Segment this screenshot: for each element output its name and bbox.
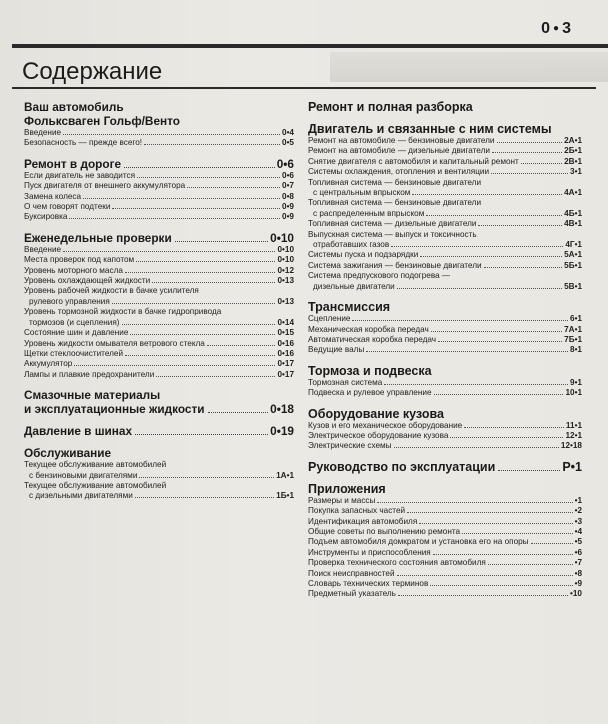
toc-entry[interactable]	[24, 128, 294, 138]
dot-leader	[450, 437, 563, 438]
entry-page-number: 0•12	[277, 265, 294, 275]
toc-entry[interactable]	[308, 219, 582, 229]
dot-leader	[497, 142, 563, 143]
dot-leader	[124, 167, 275, 168]
dot-leader	[125, 272, 276, 273]
dot-leader	[433, 554, 573, 555]
toc-section	[24, 388, 294, 416]
toc-entry[interactable]	[24, 359, 294, 369]
dot-leader	[135, 497, 274, 498]
toc-entry[interactable]	[308, 431, 582, 441]
toc-entry[interactable]	[24, 491, 294, 501]
dot-leader	[137, 177, 280, 178]
entry-page-number: •8	[574, 568, 582, 578]
section-title[interactable]	[24, 446, 294, 460]
page-title: Содержание	[22, 58, 163, 85]
entry-page-number: 0•7	[282, 181, 294, 191]
dot-leader	[407, 512, 572, 513]
toc-section	[308, 364, 582, 399]
entry-text: Введение	[24, 128, 62, 137]
dot-leader	[438, 341, 562, 342]
entry-page-number: •2	[574, 506, 582, 516]
section-title[interactable]	[308, 300, 582, 314]
section-title-text: Обслуживание	[24, 446, 112, 461]
entry-text: Предметный указатель	[308, 589, 396, 599]
entry-text: Электрические схемы	[308, 441, 392, 451]
dot-leader	[136, 261, 275, 262]
entry-page-number: 6•1	[570, 314, 582, 324]
entry-page-number: 9•1	[570, 377, 582, 387]
toc-entry[interactable]	[24, 318, 294, 328]
toc-entry[interactable]	[24, 276, 294, 286]
entry-text: Тормозная система	[308, 377, 383, 387]
toc-entry[interactable]	[24, 266, 294, 276]
entry-page-number: 0•5	[282, 138, 294, 148]
toc-entry[interactable]	[308, 345, 582, 355]
section-title-text: и эксплуатационные жидкости	[24, 402, 205, 417]
toc-entry-line[interactable]: Текущее обслуживание автомобилей	[24, 480, 167, 490]
top-rule	[12, 44, 608, 48]
toc-entry[interactable]	[24, 255, 294, 265]
toc-entry[interactable]	[308, 527, 582, 537]
section-title-text: Тормоза и подвеска	[308, 363, 432, 378]
dot-leader	[521, 163, 562, 164]
toc-section	[24, 231, 294, 380]
entry-text: Идентификация автомобиля	[308, 516, 418, 526]
dot-leader	[135, 434, 268, 435]
entry-text: Уровень охлаждающей жидкости	[24, 276, 151, 286]
section-title[interactable]	[24, 424, 294, 438]
dot-leader	[462, 533, 573, 534]
toc-entry[interactable]	[308, 314, 582, 324]
dot-leader	[144, 144, 280, 145]
dot-leader	[175, 241, 268, 242]
toc-entry[interactable]	[24, 349, 294, 359]
entry-page-number: 0•17	[277, 369, 294, 379]
toc-entry[interactable]	[24, 339, 294, 349]
toc-left-column	[24, 96, 294, 502]
section-title[interactable]	[24, 100, 294, 114]
toc-entry[interactable]	[308, 441, 582, 451]
entry-page-number: 5В•1	[564, 281, 582, 291]
section-title-text: Двигатель и связанные с ним системы	[308, 122, 552, 136]
entry-text: Подвеска и рулевое управление	[308, 388, 432, 398]
dot-leader	[484, 267, 563, 268]
entry-text: с центральным впрыском	[313, 188, 411, 198]
entry-text: Покупка запасных частей	[308, 506, 406, 516]
dot-leader	[384, 384, 568, 385]
entry-page-number: 8•1	[570, 345, 582, 355]
toc-entry[interactable]	[308, 569, 582, 579]
entry-page-number: 0•9	[282, 212, 294, 222]
entry-text: Ремонт на автомобиле — бензиновые двигатели	[308, 136, 495, 145]
entry-text: Введение	[24, 244, 62, 254]
entry-page-number: 12•18	[560, 441, 582, 451]
entry-page-number: •7	[574, 558, 582, 568]
entry-page-number: 0•13	[277, 276, 294, 286]
toc-entry-line[interactable]: Система предпускового подогрева —	[308, 271, 451, 281]
dot-leader	[391, 246, 563, 247]
entry-page-number: 4А•1	[564, 188, 582, 198]
entry-text: Подъем автомобиля домкратом и установка его на опоры	[308, 537, 529, 547]
toc-right-column	[308, 96, 582, 600]
toc-entry[interactable]	[24, 171, 294, 181]
entry-text: Лампы и плавкие предохранители	[24, 369, 155, 379]
dot-leader	[398, 595, 568, 596]
entry-text: Снятие двигателя с автомобиля и капитальный ремонт	[308, 156, 519, 166]
toc-entry[interactable]	[308, 146, 582, 156]
dot-leader	[478, 225, 562, 226]
entry-page-number: 0•14	[277, 317, 294, 327]
entry-text: Инструменты и приспособления	[308, 547, 431, 557]
toc-entry[interactable]	[308, 548, 582, 558]
entry-page-number: 0•16	[277, 348, 294, 358]
entry-page-number: 2В•1	[564, 156, 582, 166]
entry-text: Места проверок под капотом	[24, 255, 135, 265]
dot-leader	[491, 173, 568, 174]
toc-entry[interactable]	[308, 378, 582, 388]
entry-page-number: 0•13	[277, 296, 294, 306]
section-title-text: Смазочные материалы	[24, 388, 161, 403]
toc-section	[308, 122, 582, 292]
toc-entry[interactable]	[24, 471, 294, 481]
toc-entry[interactable]	[308, 496, 582, 506]
toc-entry[interactable]	[308, 240, 582, 250]
entry-text: отработавших газов	[313, 240, 390, 250]
dot-leader	[397, 288, 562, 289]
entry-text: рулевого управления	[29, 296, 110, 306]
entry-page-number: 1А•1	[276, 470, 294, 480]
section-page-number: 0•18	[270, 402, 294, 417]
entry-page-number: 2А•1	[564, 136, 582, 145]
dot-leader	[125, 355, 275, 356]
toc-section	[24, 157, 294, 223]
dot-leader	[69, 218, 280, 219]
section-title[interactable]	[24, 231, 294, 245]
toc-entry[interactable]	[308, 261, 582, 271]
toc-entry[interactable]	[308, 537, 582, 547]
section-title-text: Давление в шинах	[24, 424, 133, 439]
section-page-number: 0•10	[270, 230, 294, 245]
dot-leader	[397, 575, 573, 576]
toc-entry[interactable]	[308, 558, 582, 568]
entry-page-number: •4	[574, 526, 582, 536]
toc-entry[interactable]	[24, 138, 294, 148]
toc-entry[interactable]	[308, 579, 582, 589]
dot-leader	[412, 194, 562, 195]
toc-entry[interactable]	[24, 212, 294, 222]
entry-page-number: 11•1	[565, 420, 582, 430]
toc-section	[24, 100, 294, 149]
section-page-number: 0•6	[276, 156, 294, 171]
section-title[interactable]	[24, 157, 294, 171]
section-title-text: Ремонт и полная разборка	[308, 100, 473, 114]
toc-entry[interactable]	[308, 136, 582, 146]
dot-leader	[130, 334, 275, 335]
entry-page-number: 0•10	[277, 255, 294, 265]
bleed-through-area	[330, 52, 608, 82]
dot-leader	[152, 282, 275, 283]
entry-page-number: •1	[574, 495, 582, 505]
entry-page-number: 0•6	[282, 170, 294, 180]
dot-leader	[63, 134, 280, 135]
toc-entry[interactable]	[308, 250, 582, 260]
toc-entry[interactable]	[308, 517, 582, 527]
entry-text: Топливная система — дизельные двигатели	[308, 219, 477, 229]
entry-page-number: 10•1	[565, 388, 582, 398]
entry-text: Безопасность — прежде всего!	[24, 138, 143, 148]
entry-text: Системы охлаждения, отопления и вентиляции	[308, 167, 490, 177]
toc-entry[interactable]	[308, 388, 582, 398]
dot-leader	[156, 376, 275, 377]
entry-text: О чем говорят подтеки	[24, 202, 111, 212]
entry-text: Сцепление	[308, 314, 351, 324]
entry-page-number: 5А•1	[564, 250, 582, 260]
toc-entry[interactable]	[308, 157, 582, 167]
section-title-text: Ваш автомобиль	[24, 100, 124, 114]
entry-page-number: 1Б•1	[276, 491, 294, 501]
entry-text: Состояние шин и давление	[24, 328, 129, 338]
section-title-text: Оборудование кузова	[308, 406, 444, 421]
dot-leader	[431, 331, 562, 332]
dot-leader	[139, 477, 274, 478]
entry-text: с распределенным впрыском	[313, 208, 425, 218]
dot-leader	[187, 187, 280, 188]
toc-entry[interactable]	[308, 335, 582, 345]
toc-entry[interactable]	[308, 282, 582, 292]
dot-leader	[498, 470, 560, 471]
toc-entry[interactable]	[24, 245, 294, 255]
dot-leader	[366, 351, 568, 352]
toc-entry[interactable]	[308, 589, 582, 599]
dot-leader	[492, 152, 562, 153]
toc-entry[interactable]	[308, 188, 582, 198]
bullet-icon: ●	[553, 23, 561, 35]
section-title[interactable]	[308, 100, 582, 114]
dot-leader	[434, 394, 564, 395]
toc-entry[interactable]	[308, 209, 582, 219]
entry-page-number: 0•4	[282, 128, 294, 137]
dot-leader	[112, 303, 276, 304]
entry-page-number: 5Б•1	[564, 260, 582, 270]
dot-leader	[207, 345, 276, 346]
entry-page-number: •9	[574, 579, 582, 588]
entry-page-number: 4Г•1	[565, 240, 582, 250]
dot-leader	[464, 427, 564, 428]
section-title-text: Ремонт в дороге	[24, 156, 122, 171]
dot-leader	[430, 585, 572, 586]
section-title[interactable]	[308, 407, 582, 421]
entry-page-number: 2Б•1	[564, 146, 582, 156]
dot-leader	[208, 412, 269, 413]
entry-page-number: 0•9	[282, 202, 294, 212]
dot-leader	[531, 543, 573, 544]
toc-section	[24, 424, 294, 438]
entry-page-number: 7Б•1	[564, 334, 582, 344]
section-title[interactable]	[24, 402, 294, 416]
entry-page-number: 12•1	[565, 430, 582, 440]
entry-text: Кузов и его механическое оборудование	[308, 420, 463, 430]
entry-text: с дизельными двигателями	[29, 491, 133, 501]
toc-entry[interactable]	[24, 297, 294, 307]
dot-leader	[63, 251, 275, 252]
entry-text: Механическая коробка передач	[308, 324, 429, 334]
dot-leader	[426, 215, 562, 216]
toc-entry-line[interactable]: Текущее обслуживание автомобилей	[24, 460, 167, 470]
entry-text: с бензиновыми двигателями	[29, 470, 138, 480]
toc-section	[308, 460, 582, 474]
section-title[interactable]	[308, 122, 582, 136]
section-title[interactable]	[24, 388, 294, 402]
section-title-text: Приложения	[308, 481, 386, 496]
toc-entry-line[interactable]: Уровень тормозной жидкости в бачке гидропривода	[24, 307, 222, 317]
section-title-text: Трансмиссия	[308, 300, 391, 315]
toc-entry[interactable]	[24, 181, 294, 191]
toc-section	[308, 300, 582, 356]
entry-page-number: •10	[570, 589, 582, 599]
entry-page-number: 4В•1	[564, 219, 582, 229]
section-page-number: Р•1	[562, 459, 582, 474]
toc-entry-line[interactable]: Топливная система — бензиновые двигатели	[308, 177, 482, 187]
entry-text: Общие советы по выполнению ремонта	[308, 526, 461, 536]
section-title[interactable]	[24, 114, 294, 128]
toc-entry[interactable]	[24, 192, 294, 202]
toc-entry[interactable]	[24, 202, 294, 212]
entry-page-number: 0•17	[277, 359, 294, 369]
entry-text: дизельные двигатели	[313, 281, 395, 291]
entry-text: Пуск двигателя от внешнего аккумулятора	[24, 181, 186, 191]
entry-page-number: •5	[574, 537, 582, 547]
toc-section	[308, 482, 582, 600]
section-title[interactable]	[308, 364, 582, 378]
dot-leader	[488, 564, 573, 565]
toc-entry[interactable]	[24, 328, 294, 338]
dot-leader	[83, 198, 280, 199]
dot-leader	[394, 447, 559, 448]
section-page-number: 0•19	[270, 424, 294, 439]
dot-leader	[74, 365, 275, 366]
section-title-text: Руководство по эксплуатации	[308, 459, 496, 474]
dot-leader	[112, 208, 280, 209]
entry-text: Если двигатель не заводится	[24, 170, 136, 180]
entry-page-number: 4Б•1	[564, 208, 582, 218]
entry-text: Буксировка	[24, 212, 68, 222]
entry-text: Электрическое оборудование кузова	[308, 430, 449, 440]
entry-text: Автоматическая коробка передач	[308, 334, 437, 344]
entry-text: Словарь технических терминов	[308, 579, 429, 588]
dot-leader	[352, 320, 568, 321]
entry-page-number: •3	[574, 516, 582, 526]
page-number: 0 ● 3	[541, 20, 572, 37]
toc-section	[308, 100, 582, 114]
toc-entry[interactable]	[308, 421, 582, 431]
entry-text: Замена колеса	[24, 191, 82, 201]
entry-page-number: •6	[574, 547, 582, 557]
entry-text: Система зажигания — бензиновые двигатели	[308, 260, 482, 270]
dot-leader	[122, 324, 276, 325]
entry-page-number: 7А•1	[564, 324, 582, 334]
toc-entry[interactable]	[308, 167, 582, 177]
toc-entry-line[interactable]: Выпускная система — выпуск и токсичность	[308, 229, 477, 239]
toc-section	[24, 446, 294, 502]
entry-page-number: 0•16	[277, 338, 294, 348]
toc-entry[interactable]	[24, 370, 294, 380]
entry-text: Ведущие валы	[308, 345, 365, 355]
entry-page-number: 0•15	[277, 328, 294, 338]
toc-section	[308, 407, 582, 452]
entry-text: Щетки стеклоочистителей	[24, 348, 124, 358]
entry-page-number: 0•10	[277, 244, 294, 254]
entry-text: Уровень жидкости омывателя ветрового стекла	[24, 338, 205, 348]
title-rule	[12, 87, 596, 89]
toc-entry[interactable]	[308, 506, 582, 516]
entry-text: Ремонт на автомобиле — дизельные двигатели	[308, 146, 490, 156]
entry-text: Уровень моторного масла	[24, 265, 123, 275]
section-title[interactable]	[308, 482, 582, 496]
entry-page-number: 3•1	[570, 167, 582, 177]
dot-leader	[420, 256, 562, 257]
section-title[interactable]	[308, 460, 582, 474]
entry-text: Проверка технического состояния автомобиля	[308, 558, 486, 568]
entry-page-number: 0•8	[282, 191, 294, 201]
entry-text: Аккумулятор	[24, 359, 73, 369]
section-title-text: Еженедельные проверки	[24, 230, 172, 245]
toc-entry-line[interactable]: Уровень рабочей жидкости в бачке усилителя	[24, 286, 199, 296]
dot-leader	[419, 523, 572, 524]
entry-text: Системы пуска и подзарядки	[308, 250, 419, 260]
entry-text: тормозов (и сцепления)	[29, 317, 120, 327]
section-title-text: Фольксваген Гольф/Венто	[24, 114, 180, 128]
entry-text: Поиск неисправностей	[308, 568, 395, 578]
toc-entry[interactable]	[308, 325, 582, 335]
dot-leader	[377, 502, 572, 503]
entry-text: Размеры и массы	[308, 495, 376, 505]
toc-entry-line[interactable]: Топливная система — бензиновые двигатели	[308, 198, 482, 208]
